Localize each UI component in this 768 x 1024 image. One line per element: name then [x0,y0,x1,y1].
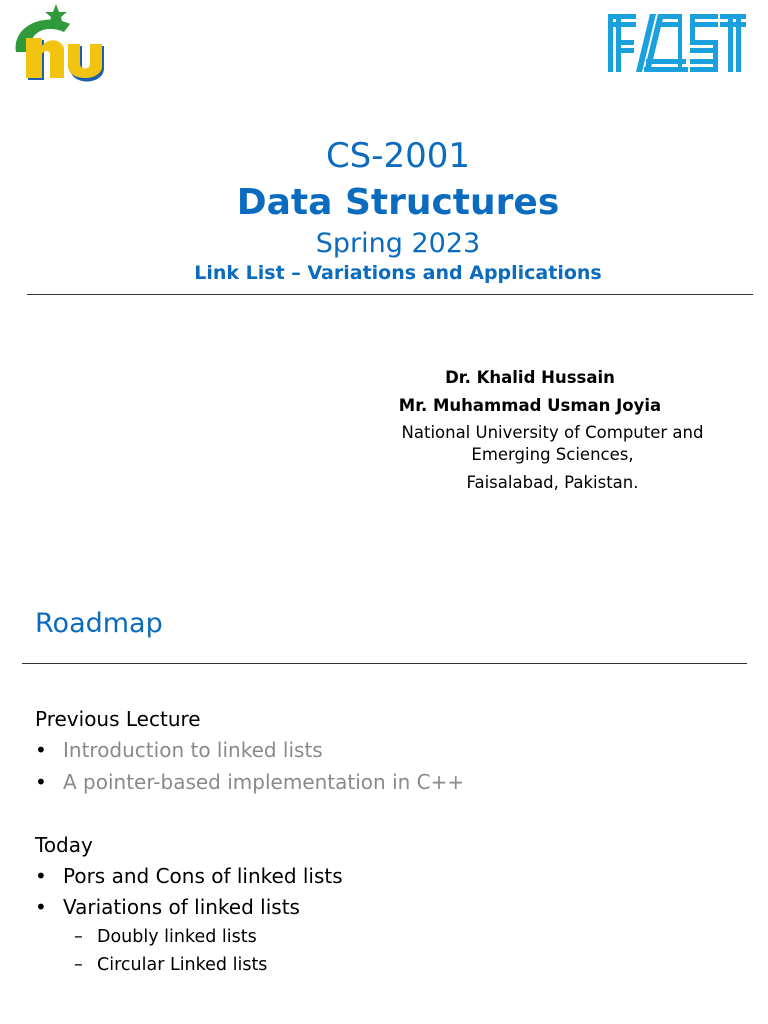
roadmap-heading: Roadmap [35,608,163,639]
dash-icon: – [74,955,83,975]
previous-lecture-heading: Previous Lecture [35,707,201,731]
affiliation-line: National University of Computer and [401,423,704,442]
sub-list-item [74,955,267,975]
list-item [35,738,323,762]
bullet-icon: • [35,770,47,794]
list-item-text: A pointer-based implementation in C++ [63,770,465,794]
list-item-text: Variations of linked lists [63,895,300,919]
affiliation-location: Faisalabad, Pakistan. [466,473,639,492]
list-item-text: Introduction to linked lists [63,738,323,762]
nu-logo [4,2,112,88]
semester: Spring 2023 [315,228,481,259]
sub-list-item-text: Doubly linked lists [97,927,257,947]
bullet-icon: • [35,895,47,919]
sub-list-item-text: Circular Linked lists [97,955,268,975]
bullet-icon: • [35,738,47,762]
divider [22,663,747,664]
course-code: CS-2001 [325,136,471,176]
author-name: Dr. Khalid Hussain [445,368,615,387]
list-item [35,770,464,794]
sub-list-item [74,927,257,947]
lecture-title: Link List – Variations and Applications [194,262,602,284]
list-item-text: Pors and Cons of linked lists [63,864,343,888]
bullet-icon: • [35,864,47,888]
course-name: Data Structures [236,182,560,223]
divider [27,294,753,295]
affiliation [385,422,720,466]
author-name: Mr. Muhammad Usman Joyia [398,396,662,415]
fast-logo [606,12,748,74]
dash-icon: – [74,927,83,947]
today-heading: Today [35,833,93,857]
list-item [35,864,343,888]
list-item [35,895,300,919]
affiliation-line: Emerging Sciences, [471,445,634,464]
